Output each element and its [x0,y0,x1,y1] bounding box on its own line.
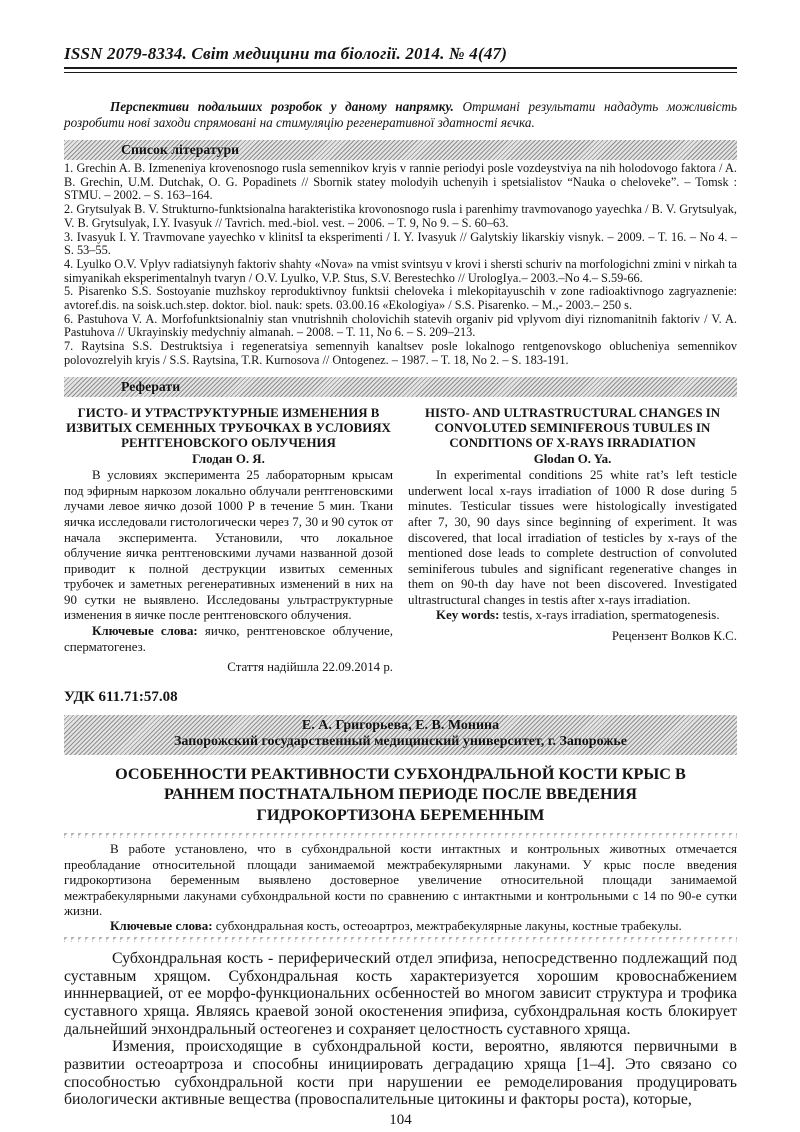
article-paragraph: Измения, происходящие в субхондральной кости, вероятно, являются первичными в развитии остеоартроза и способны инициировать деградацию хряща [1–4]. Это связано со способностью субхондральной кости при нарушении ее ремоделирования продуцировать биологически активные вещества (провоспалительные цитокины и факторы роста), которые, [64,1038,737,1109]
reference-item: 5. Pisarenko S.S. Sostoyanie muzhskoy reproduktivnoy funktsii cheloveka i mlekopitayuschih v zone radioaktivnogo zagryaznenie: avtoref.dis. na soisk.uch.step. doktor. biol. nauk: spets. 03.00.16 «Ekologiya» / S.S. Pisarenko. – M.,- 2003.– 250 s. [64,284,737,313]
keywords-text-ru: яичко, рентгеновское облучение, сперматогенез. [64,624,393,654]
annotation-keywords-label: Ключевые слова: [110,918,213,934]
abstract-keywords-ru [64,624,393,655]
abstract-reviewer: Рецензент Волков К.С. [611,629,737,644]
abstract-title-en: HISTO- AND ULTRASTRUCTURAL CHANGES IN CONVOLUTED SEMINIFEROUS TUBULES IN CONDITIONS OF X-RAYS IRRADIATION [424,405,721,450]
reference-item: 1. Grechin A. B. Izmeneniya krovenosnogo rusla semennikov kryis v rannie periodyi posle vozdeystviya na nih holodovogo faktora / A. B. Grechin, U.M. Dutchak, O. G. Popadinets // Sbornik statey molodyih uchenyih i spetsialistov “Nauka o cheloveke”. – Tomsk : STMU. – 2002. – S. 163–164. [64,161,737,203]
page-number: 104 [389,1112,412,1129]
journal-issn-header: ISSN 2079-8334. Світ медицини та біології. 2014. № 4(47) [64,44,508,63]
keywords-label-ru: Ключевые слова: [92,624,198,639]
abstract-author-ru: Глодан О. Я. [192,451,265,466]
annotation-keywords [64,918,737,933]
article-title: ОСОБЕННОСТИ РЕАКТИВНОСТИ СУБХОНДРАЛЬНОЙ КОСТИ КРЫС В РАННЕМ ПОСТНАТАЛЬНОМ ПЕРИОДЕ ПОСЛЕ ВВЕДЕНИЯ ГИДРОКОРТИЗОНА БЕРЕМЕННЫМ [115,764,686,824]
reference-item: 7. Raytsina S.S. Destruktsiya i regeneratsiya semennyih kanaltsev posle lokalnogo rentgenovskogo oblucheniya semennikov polovozrelyih kryis / S.S. Raytsina, T.R. Kurnosova // Ontogenez. – 1987. – T. 18, No 2. – S. 183-191. [64,339,737,367]
annotation-keywords-text: субхондральная кость, остеоартроз, межтрабекулярные лакуны, костные трабекулы. [212,918,682,934]
references-section-header: Список літератури [64,140,737,160]
annotation-top-border [64,833,737,838]
article-affiliation: Запорожский государственный медицинский университет, г. Запорожье [173,734,627,750]
prospects-paragraph [64,99,737,131]
reference-item: 3. Ivasyuk I. Y. Travmovane yayechko v klinitsI ta eksperimenti / I. Y. Ivasyuk // Galytskiy likarskiy visnyk. – 2009. – T. 16. – No 4. – S. 53–55. [64,229,737,258]
article-authors-block [64,715,737,755]
annotation-body [64,841,737,933]
header-double-rule [64,67,737,73]
article-annotation-block [64,833,737,941]
references-list [64,162,737,368]
abstract-title-ru: ГИСТО- И УТРАСТРУКТУРНЫЕ ИЗМЕНЕНИЯ В ИЗВИТЫХ СЕМЕННЫХ ТРУБОЧКАХ В УСЛОВИЯХ РЕНТГЕНОВСКОГО ОБЛУЧЕНИЯ [66,405,391,450]
article-authors: Е. А. Григорьева, Е. В. Монина [301,717,500,733]
reference-item: 6. Pastuhova V. A. Morfofunktsionalniy stan vnutrishnih cholovichih statevih organiv pid vplyvom diyi riznomanitnih faktoriv / V. A. Pastuhova // Ukrayinskiy medychniy almanah. – 2008. – T. 11, No 6. – S. 209–213. [64,311,737,340]
abstract-body-en: In experimental conditions 25 white rat’s left testicle underwent local x-rays irradiation of 1000 R dose during 5 minutes. Testicular tissues were histologically investigated after 7, 30, 90 days since beginning of experiment. It was discovered, that local irradiation of testicles by x-rays of the mentioned dose leads to complete destruction of convoluted seminiferous tubules and significant regenerative changes in them on 90-th day have not been discovered. Investigated ultrastructural changes in testis after x-rays irradiation. [408,468,737,607]
reference-item: 2. Grytsulyak B. V. Strukturno-funktsionalna harakteristika krovonosnogo rusla i parenhimy travmovanogo yayechka / B. V. Grytsulyak, V. B. Grytsulyak, I.Y. Ivasyuk // Tavrich. med.-biol. vest. – 2006. – T. 9, No 9. – S. 60–63. [64,202,737,230]
abstract-keywords-en [408,608,737,624]
abstract-column-russian [64,406,393,676]
udc-code: УДК 611.71:57.08 [64,688,178,705]
abstracts-section-header: Реферати [64,377,737,397]
keywords-label-en: Key words: [436,608,500,623]
keywords-text-en: testis, x-rays irradiation, spermatogenesis. [499,608,720,623]
prospects-text: Отримані результати нададуть можливість розробити нові заходи спрямовані на стимуляцію регенеративної здатності яєчка. [64,99,737,130]
article-main-text [64,950,737,1109]
abstract-column-english [408,406,737,676]
reference-item: 4. Lyulko O.V. Vplyv radiatsiynyh faktoriv shahty «Nova» na vmist svintsyu v krovi i shersti schuriv na morfologichni zmini v nirkah ta simyanikah eksperimentalnyh tvaryn / O.V. Lyulko, V.P. Stus, S.V. Berestechko // UrologIya.– 2003.–No 4.– S.59-66. [64,256,737,285]
annotation-bottom-border [64,937,737,942]
abstract-body-ru: В условиях эксперимента 25 лабораторным крысам под эфирным наркозом локально облучали рентгеновскими лучами левое яичко дозой 1000 Р в течение 5 мин. Ткани яичка исследовали гистологически через 7, 30 и 90 суток от начала эксперимента. Установили, что локальное облучение яичка рентгеновскими лучами названной дозой приводит к полной деструкции извитых семенных трубочек и заметных регенеративных изменений в них на 90 сутки не выявлено. Исследованы ультраструктурные изменения в яичке после рентгеновского облучения. [64,468,393,623]
abstract-author-en: Glodan O. Ya. [533,451,612,466]
abstracts-columns [64,406,737,676]
article-paragraph: Субхондральная кость - периферический отдел эпифиза, непосредственно подлежащий под суставным хрящом. Субхондральная кость характеризуется хорошим кровоснабжением инннервацией, от ее морфо-функциональних осбенностей во многом зависит структура и трофика суставного хряща. Являясь краевой зоной окостенения эпифиза, субхондральная кость блокирует дальнейший энхондральный остеогенез и сохраняет целостность суставного хряща. [64,949,737,1038]
annotation-text: В работе установлено, что в субхондральной кости интактных и контрольных животных отмечается преобладание относительной площади занимаемой межтрабекулярными лакунами. У крыс после введения гидрокортизона беременным выявлено достоверное увеличение относительной площади занимаемой межтрабекулярными лакунами субхондральной кости по сравнению с интактными и контрольными с 14 по 90-е сутки жизни. [64,841,737,918]
abstract-received-date: Стаття надійшла 22.09.2014 р. [227,660,393,675]
prospects-lead: Перспективи подальших розробок у даному напрямку. [110,99,454,114]
